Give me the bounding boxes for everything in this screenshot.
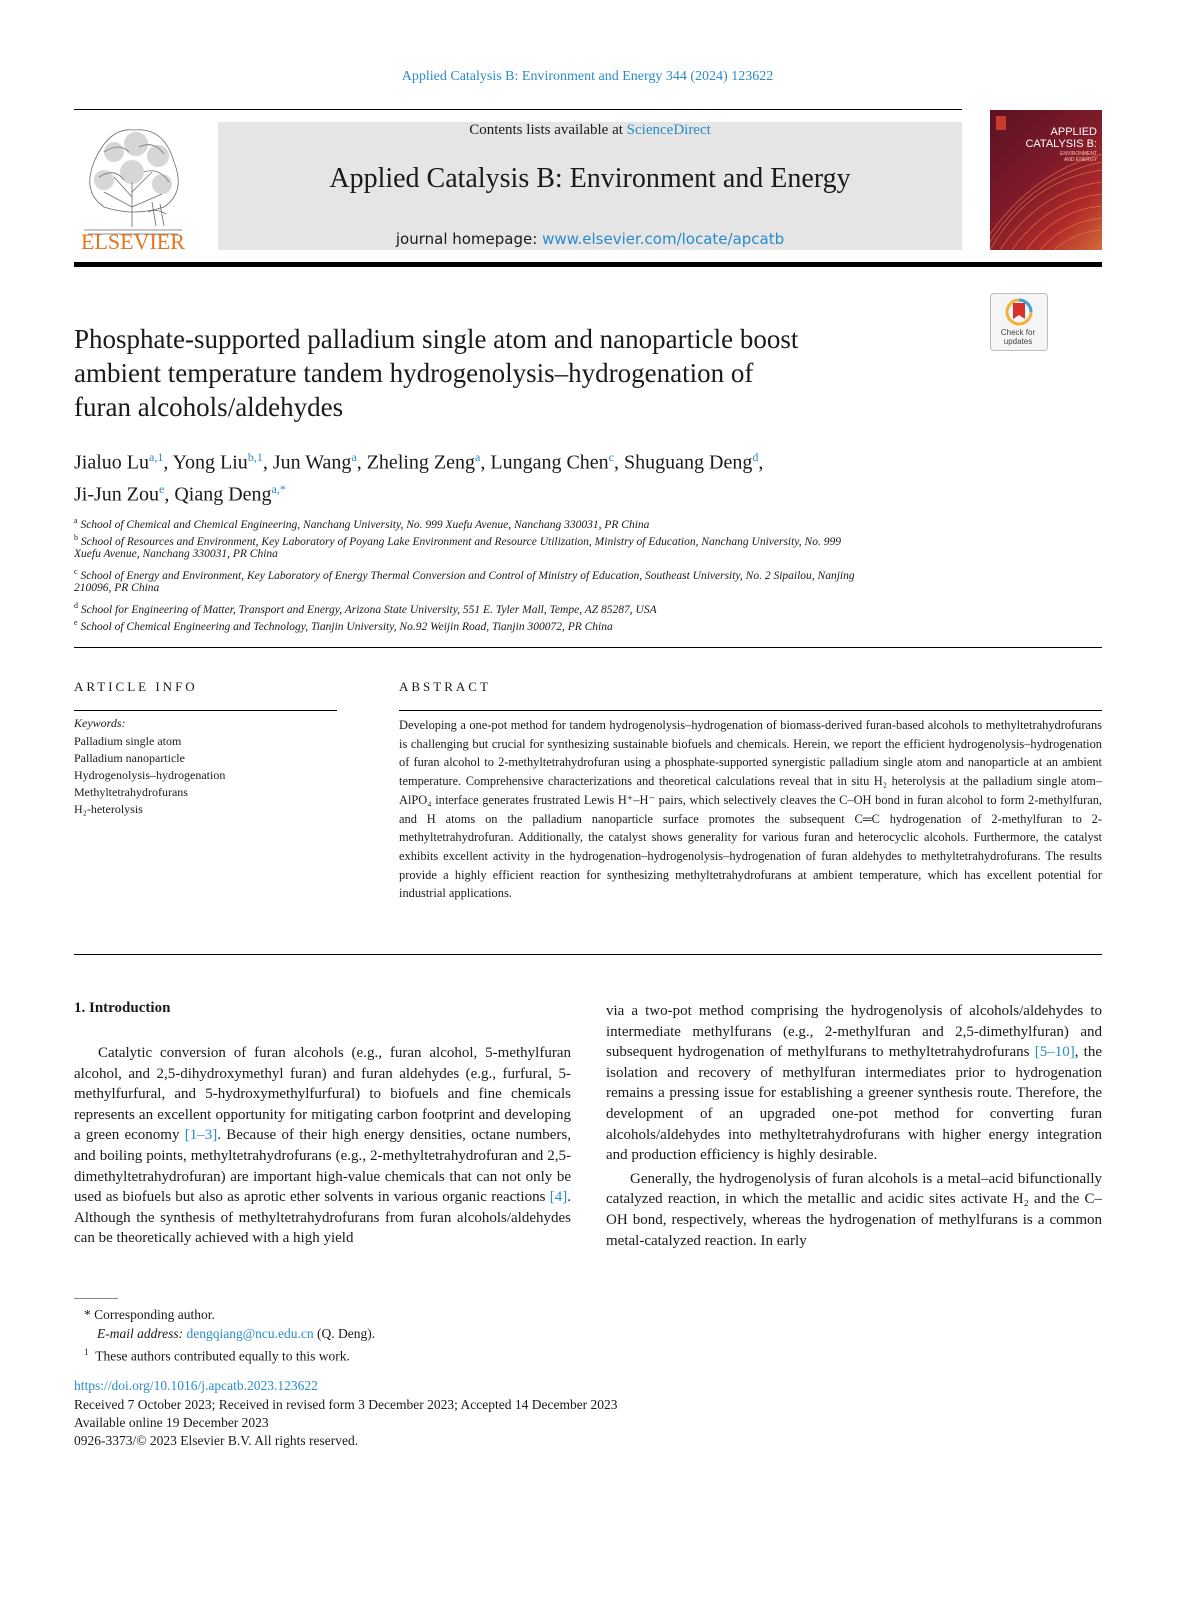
email-label: E-mail address:: [97, 1326, 187, 1341]
check-updates-label: [990, 328, 1046, 346]
keywords-label: Keywords:: [74, 716, 126, 730]
affiliation-mark: e: [74, 618, 78, 627]
paragraph-text: via a two-pot method comprising the hydrogenolysis of alcohols/aldehydes to intermediate methylfurans (e.g., 2-methylfuran and 2,5-dimethylfuran) and subsequent hydrogenation of methylfurans to methyltetrahydrofurans: [606, 1003, 1102, 1061]
check-updates-line-1: Check for: [1000, 328, 1036, 337]
author-affil-mark[interactable]: d: [752, 450, 759, 464]
available-online: Available online 19 December 2023: [74, 1415, 269, 1430]
keyword-item: Hydrogenolysis–hydrogenation: [74, 768, 226, 782]
affiliations-bottom-rule: [74, 647, 1102, 648]
keyword-item: H₂-heterolysis: [74, 802, 143, 816]
corresponding-author-note: * Corresponding author.: [84, 1307, 215, 1322]
received-dates: Received 7 October 2023; Received in revised form 3 December 2023; Accepted 14 December 2023: [74, 1397, 618, 1412]
paragraph-text: Catalytic conversion of furan alcohols (e.g., furan alcohol, 5-methylfuran alcohol, and 2,5-dihydroxymethyl furan) and furan aldehydes (e.g., furfural, 5-methylfurfural, and 5-hydroxymethylfurfural) to biofuels and fine chemicals represents an excellent opportunity for mitigating carbon footprint and developing a green economy: [74, 1045, 571, 1144]
check-updates-icon: [991, 294, 1047, 328]
author-affil-mark[interactable]: a,1: [149, 450, 164, 464]
citation-link[interactable]: [5–10]: [1034, 1044, 1075, 1061]
affiliation-mark: a: [74, 516, 78, 525]
right-column: [606, 1001, 1102, 1251]
author-affil-mark[interactable]: b,1: [247, 450, 263, 464]
paragraph-text: , the isolation and recovery of methylfuran intermediates prior to hydrogenation remains a pressing issue for establishing a greener synthesis route. Therefore, the development of an upgraded one-pot method for converting furan alcohols/aldehydes into methyltetrahydrofurans with higher energy integration and production efficiency is highly desirable.: [606, 1044, 1102, 1164]
contents-prefix: Contents lists available at: [469, 122, 627, 138]
author-affil-mark[interactable]: a: [475, 450, 481, 464]
header-top-rule: [74, 109, 962, 110]
author-name[interactable]: Qiang Deng: [174, 483, 272, 506]
affiliation-mark: b: [74, 533, 78, 542]
author-affil-mark[interactable]: e: [159, 481, 165, 496]
paragraph-text: . Because of their high energy densities, octane numbers, and boiling points, methyltetrahydrofurans (e.g., 2-methyltetrahydrofuran and 2,5-dimethyltetrahydrofuran) are important high-value chemicals that can not only be used as biofuels but also as aprotic ether solvents in various organic reactions: [74, 1127, 571, 1206]
citation-link[interactable]: [1–3]: [184, 1127, 218, 1144]
title-line-2: ambient temperature tandem hydrogenolysis–hydrogenation of: [74, 358, 754, 388]
affiliation-b-cont: Xuefu Avenue, Nanchang 330031, PR China: [74, 548, 278, 560]
affiliation-mark: d: [74, 601, 78, 610]
author-list: Jialuo Lu$^{a,1}$, Yong Liu$^{b,1}$, Jun Wang$^a$, Zheling Zeng$^a$, Lungang Chen$^c$, Shuguang Deng$^d$, Ji-Jun Zou$^e$, Qiang Deng$^{a,*}$: [74, 450, 764, 506]
author-name[interactable]: Ji-Jun Zou: [74, 483, 159, 506]
citation-link[interactable]: [4]: [549, 1189, 568, 1206]
doi-link[interactable]: https://doi.org/10.1016/j.apcatb.2023.123622: [74, 1378, 318, 1393]
affiliation-mark: c: [74, 567, 78, 576]
paragraph-text: . Although the synthesis of methyltetrahydrofurans from furan alcohols/aldehydes can be theoretically achieved with a high yield: [74, 1189, 571, 1247]
homepage-link[interactable]: www.elsevier.com/locate/apcatb: [542, 230, 785, 248]
cover-title: [995, 126, 1097, 150]
intro-paragraph-1-cont: [606, 1001, 1102, 1166]
left-column: [74, 1043, 571, 1249]
cover-subtitle: [995, 151, 1097, 163]
homepage-prefix: journal homepage:: [395, 230, 543, 248]
abstract-heading: ABSTRACT: [399, 679, 491, 694]
intro-paragraph-2: Generally, the hydrogenolysis of furan alcohols is a metal–acid bifunctionally catalyzed reaction, in which the metallic and acidic sites activate H₂ and the C–OH bond, respectively, whereas the hydrogenation of methylfurans is a common metal-catalyzed reaction. In early: [606, 1170, 1102, 1249]
keyword-item: Palladium single atom: [74, 734, 182, 748]
affiliation-text: School for Engineering of Matter, Transport and Energy, Arizona State University, 551 E. Tyler Mall, Tempe, AZ 85287, USA: [80, 603, 657, 616]
journal-title: Applied Catalysis B: Environment and Energy: [329, 163, 851, 194]
article-info-heading: ARTICLE INFO: [74, 679, 198, 694]
equal-contribution-text: These authors contributed equally to this work.: [95, 1348, 350, 1364]
journal-reference[interactable]: Applied Catalysis B: Environment and Energy 344 (2024) 123622: [401, 69, 774, 84]
check-updates-line-2: updates: [1003, 337, 1033, 346]
affiliation-text: School of Chemical and Chemical Engineering, Nanchang University, No. 999 Xuefu Avenue, Nanchang 330031, PR China: [80, 518, 650, 531]
author-affil-mark[interactable]: c: [608, 450, 614, 464]
author-name[interactable]: Lungang Chen: [490, 451, 609, 474]
equal-contribution-note: [84, 1343, 350, 1366]
author-affil-mark[interactable]: a: [351, 450, 357, 464]
abstract-bottom-rule: [74, 954, 1102, 955]
keyword-item: Methyltetrahydrofurans: [74, 785, 188, 799]
elsevier-wordmark[interactable]: ELSEVIER: [81, 229, 185, 254]
email-note: [97, 1324, 375, 1343]
email-suffix: (Q. Deng).: [313, 1326, 376, 1341]
cover-title-line-1: APPLIED: [1050, 126, 1097, 138]
email-link[interactable]: dengqiang@ncu.edu.cn: [186, 1326, 314, 1341]
copyright: 0926-3373/© 2023 Elsevier B.V. All rights reserved.: [74, 1433, 359, 1448]
affiliation-text: School of Energy and Environment, Key Laboratory of Energy Thermal Conversion and Control of Ministry of Education, Southeast University, No. 2 Sipailou, Nanjing: [80, 569, 855, 582]
header-thick-rule: [74, 262, 1102, 267]
author-name[interactable]: Zheling Zeng: [366, 451, 476, 474]
abstract-rule: [399, 710, 1102, 711]
cover-subtitle-line-1: ENVIRONMENT: [1060, 151, 1097, 157]
affiliation-c-cont: 210096, PR China: [74, 582, 160, 594]
contents-line: [218, 122, 962, 139]
footnote-rule: [74, 1298, 118, 1299]
title-line-1: Phosphate-supported palladium single atom and nanoparticle boost: [74, 324, 799, 354]
author-name[interactable]: Yong Liu: [172, 451, 248, 474]
author-affil-mark[interactable]: a,*: [271, 481, 286, 496]
cover-subtitle-line-2: AND ENERGY: [1063, 157, 1097, 163]
intro-paragraph-1: [74, 1043, 571, 1249]
author-name[interactable]: Jun Wang: [272, 451, 352, 474]
author-name[interactable]: Shuguang Deng: [624, 451, 753, 474]
author-name[interactable]: Jialuo Lu: [74, 451, 149, 474]
sciencedirect-link[interactable]: ScienceDirect: [626, 122, 711, 138]
title-line-3: furan alcohols/aldehydes: [74, 392, 344, 422]
journal-homepage-line: [218, 230, 962, 248]
affiliation-e: [74, 614, 974, 636]
affiliation-text: School of Chemical Engineering and Technology, Tianjin University, No.92 Weijin Road, Tianjin 300072, PR China: [80, 620, 613, 633]
cover-title-line-2: CATALYSIS B:: [1025, 138, 1097, 150]
article-info-rule: [74, 710, 337, 711]
abstract-text: Developing a one-pot method for tandem hydrogenolysis–hydrogenation of biomass-derived furan-based alcohols to methyltetrahydrofurans is challenging but crucial for synthesizing sustainable biofuels and chemicals. Herein, we report the efficient hydrogenolysis–hydrogenation of furan alcohol to 2-methyltetrahydrofuran using a phosphate-supported synergistic palladium single atom and nanoparticle at an ambient temperature. Comprehensive characterizations and theoretical calculations reveal that in situ H₂ heterolysis at the palladium single atom–AlPO₄ interface generates frustrated Lewis H⁺–H⁻ pairs, which selectively cleaves the C–OH bond in furan alcohol to form 2-methylfuran, and H atoms on the palladium nanoparticle surface promotes the subsequent C═C hydrogenation of 2-methylfuran to 2-methyltetrahydrofuran. Additionally, the catalyst shows generality for various furan and heterocyclic alcohols. Furthermore, the catalyst exhibits excellent activity in the hydrogenation–hydrogenolysis–hydrogenation of furan aldehydes to methyltetrahydrofurans. The results provide a highly efficient reaction for synthesizing methyltetrahydrofurans at ambient temperature, which has excellent potential for industrial applications.: [399, 718, 1102, 901]
article-title: [74, 322, 954, 424]
affiliation-text: School of Resources and Environment, Key Laboratory of Poyang Lake Environment and Resource Utilization, Ministry of Education, Nanchang University, No. 999: [80, 535, 841, 548]
introduction-heading: 1. Introduction: [74, 1000, 171, 1016]
keyword-item: Palladium nanoparticle: [74, 751, 185, 765]
footnote-mark: 1: [84, 1347, 89, 1357]
